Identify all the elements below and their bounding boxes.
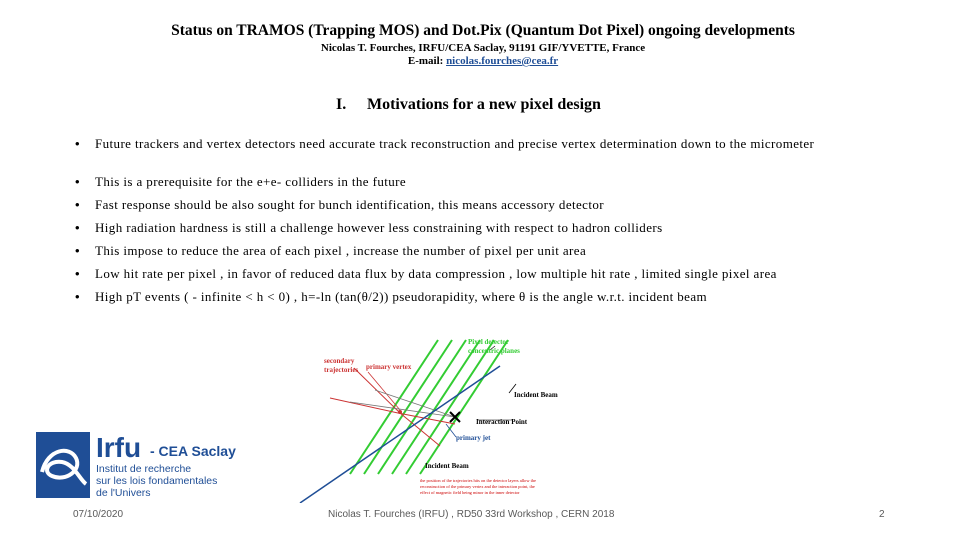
section-heading bbox=[336, 96, 601, 114]
bullet-text: High radiation hardness is still a challenge however less constraining with respect to hadron colliders bbox=[95, 220, 663, 235]
logo-brand: Irfu bbox=[96, 432, 142, 463]
logo-tagline-line-3: de l'Univers bbox=[96, 487, 151, 499]
bullet-dot-icon: • bbox=[75, 289, 80, 304]
bullet-dot-icon: • bbox=[75, 136, 80, 151]
bullet-text: This is a prerequisite for the e+e- colliders in the future bbox=[95, 174, 407, 189]
bullet-item bbox=[75, 175, 935, 188]
email-line bbox=[0, 55, 960, 67]
bullet-item bbox=[75, 198, 935, 211]
detector-plane bbox=[364, 340, 452, 474]
bullet-text: Future trackers and vertex detectors need accurate track reconstruction and precise vertex determination down to the micrometer bbox=[95, 136, 815, 151]
email-link[interactable]: nicolas.fourches@cea.fr bbox=[446, 55, 559, 67]
section-title: Motivations for a new pixel design bbox=[367, 96, 601, 113]
planes-label-line-2: concentric planes bbox=[468, 347, 520, 355]
section-number: I. bbox=[336, 96, 347, 113]
bullet-list bbox=[75, 137, 935, 303]
bullet-text: Low hit rate per pixel , in favor of reduced data flux by data compression , low multiple hit rate , limited single pixel area bbox=[95, 266, 777, 281]
logo-tagline-line-1: Institut de recherche bbox=[96, 463, 192, 475]
planes-label-line-1: Pixel detector bbox=[468, 338, 510, 346]
primary-vertex-label: primary vertex bbox=[366, 363, 412, 371]
bullet-item bbox=[75, 137, 935, 165]
primary-track bbox=[375, 390, 455, 417]
interaction-point-label: Interaction Point bbox=[476, 418, 528, 426]
detector-planes bbox=[350, 340, 508, 474]
bullet-text: High pT events ( - infinite < h < 0) , h=-ln (tan(θ/2)) pseudorapidity, where θ is the angle w.r.t. incident beam bbox=[95, 289, 708, 304]
slide-title: Status on TRAMOS (Trapping MOS) and Dot.Pix (Quantum Dot Pixel) ongoing developments bbox=[171, 22, 795, 39]
bullet-dot-icon: • bbox=[75, 220, 80, 235]
author-line: Nicolas T. Fourches, IRFU/CEA Saclay, 91191 GIF/YVETTE, France bbox=[320, 42, 646, 54]
email-label: E-mail: bbox=[407, 55, 444, 67]
bullet-dot-icon: • bbox=[75, 197, 80, 212]
incident-beam-label-right: Incident Beam bbox=[514, 391, 558, 399]
footer-date: 07/10/2020 bbox=[73, 509, 124, 520]
primary-jet-label: primary jet bbox=[456, 434, 491, 442]
footer-center: Nicolas T. Fourches (IRFU) , RD50 33rd Workshop , CERN 2018 bbox=[328, 509, 615, 520]
diagram-caption-line-1: the position of the trajectories hits on the detector layers allow the bbox=[420, 478, 536, 483]
detector-plane bbox=[420, 340, 508, 474]
irfu-cea-saclay-logo bbox=[36, 432, 236, 500]
bullet-dot-icon: • bbox=[75, 266, 80, 281]
page-number: 2 bbox=[879, 509, 885, 520]
secondary-label-line-2: trajectories bbox=[324, 366, 359, 374]
logo-suffix: - CEA Saclay bbox=[150, 443, 236, 459]
detector-plane bbox=[392, 340, 480, 474]
bullet-dot-icon: • bbox=[75, 243, 80, 258]
bullet-dot-icon: • bbox=[75, 174, 80, 189]
diagram-caption-line-2: reconstruction of the primary vertex and the interaction point, the bbox=[420, 484, 535, 489]
secondary-label-line-1: secondary bbox=[324, 357, 355, 365]
incident-beam-label-bottom: Incident Beam bbox=[425, 462, 469, 470]
bullet-item bbox=[75, 267, 935, 280]
bullet-item bbox=[75, 221, 935, 234]
bullet-item bbox=[75, 244, 935, 257]
bullet-item bbox=[75, 290, 935, 303]
primary-vertex-marker bbox=[398, 410, 402, 414]
bullet-text: This impose to reduce the area of each pixel , increase the number of pixel per unit area bbox=[95, 243, 587, 258]
detector-plane bbox=[406, 340, 494, 474]
bullet-text: Fast response should be also sought for bunch identification, this means accessory detector bbox=[95, 197, 604, 212]
vertex-detector-diagram bbox=[290, 328, 620, 503]
detector-plane bbox=[378, 340, 466, 474]
primary-vertex-pointer bbox=[368, 372, 400, 410]
diagram-caption-line-3: effect of magnetic field being minor in the inner detector bbox=[420, 490, 520, 495]
logo-tagline-line-2: sur les lois fondamentales bbox=[96, 475, 218, 487]
